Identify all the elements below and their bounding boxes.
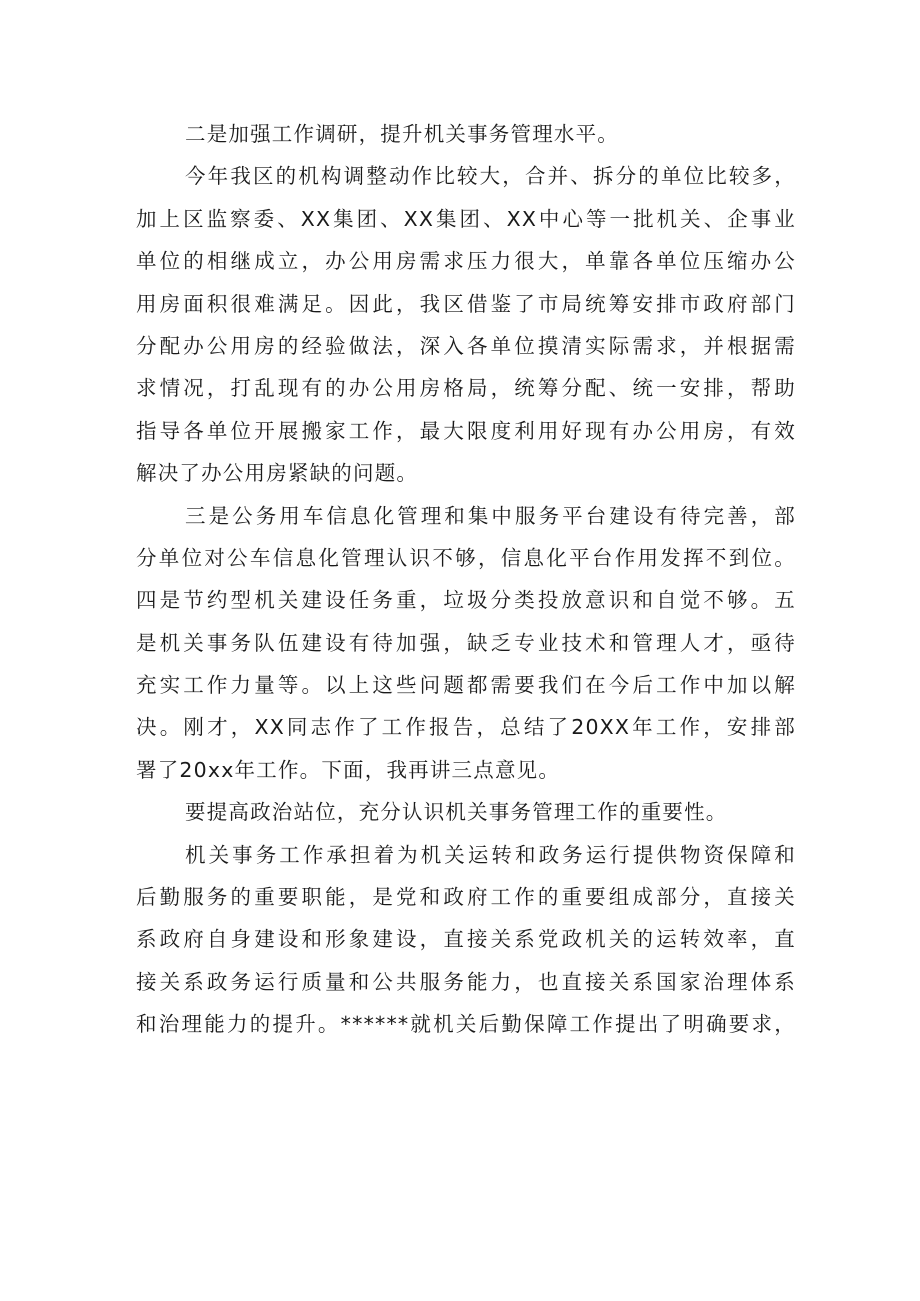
text-line: 系政府自身建设和形象建设，直接关系党政机关的运转效率，直 (136, 927, 796, 952)
text-line: 充实工作力量等。以上这些问题都需要我们在今后工作中加以解 (136, 673, 796, 698)
text-line: 是机关事务队伍建设有待加强，缺乏专业技术和管理人才，亟待 (136, 630, 796, 655)
text-line: 分配办公用房的经验做法，深入各单位摸清实际需求，并根据需 (136, 333, 796, 358)
text-line: 今年我区的机构调整动作比较大，合并、拆分的单位比较多， (185, 164, 796, 189)
text-line: 求情况，打乱现有的办公用房格局，统筹分配、统一安排，帮助 (136, 376, 796, 401)
text-line: 三是公务用车信息化管理和集中服务平台建设有待完善，部 (185, 503, 796, 528)
text-line: 后勤服务的重要职能，是党和政府工作的重要组成部分，直接关 (136, 885, 796, 910)
text-line: 二是加强工作调研，提升机关事务管理水平。 (185, 122, 619, 146)
text-line: 解决了办公用房紧缺的问题。 (136, 461, 419, 486)
document-body (136, 113, 796, 1046)
text-line: 接关系政务运行质量和公共服务能力，也直接关系国家治理体系 (136, 969, 796, 994)
text-line: 单位的相继成立，办公用房需求压力很大，单靠各单位压缩办公 (136, 249, 796, 274)
text-line: 指导各单位开展搬家工作，最大限度利用好现有办公用房，有效 (136, 418, 796, 443)
text-line: 决。刚才，XX同志作了工作报告，总结了20XX年工作，安排部 (136, 715, 796, 740)
text-line: 四是节约型机关建设任务重，垃圾分类投放意识和自觉不够。五 (136, 588, 796, 613)
text-line: 机关事务工作承担着为机关运转和政务运行提供物资保障和 (185, 842, 796, 867)
text-line: 要提高政治站位，充分认识机关事务管理工作的重要性。 (185, 800, 728, 825)
text-line: 和治理能力的提升。******就机关后勤保障工作提出了明确要求， (136, 1012, 796, 1037)
text-line: 用房面积很难满足。因此，我区借鉴了市局统筹安排市政府部门 (136, 291, 796, 316)
text-line: 署了20xx年工作。下面，我再讲三点意见。 (136, 757, 561, 782)
text-line: 分单位对公车信息化管理认识不够，信息化平台作用发挥不到位。 (136, 545, 796, 570)
text-line: 加上区监察委、XX集团、XX集团、XX中心等一批机关、企事业 (136, 206, 796, 231)
